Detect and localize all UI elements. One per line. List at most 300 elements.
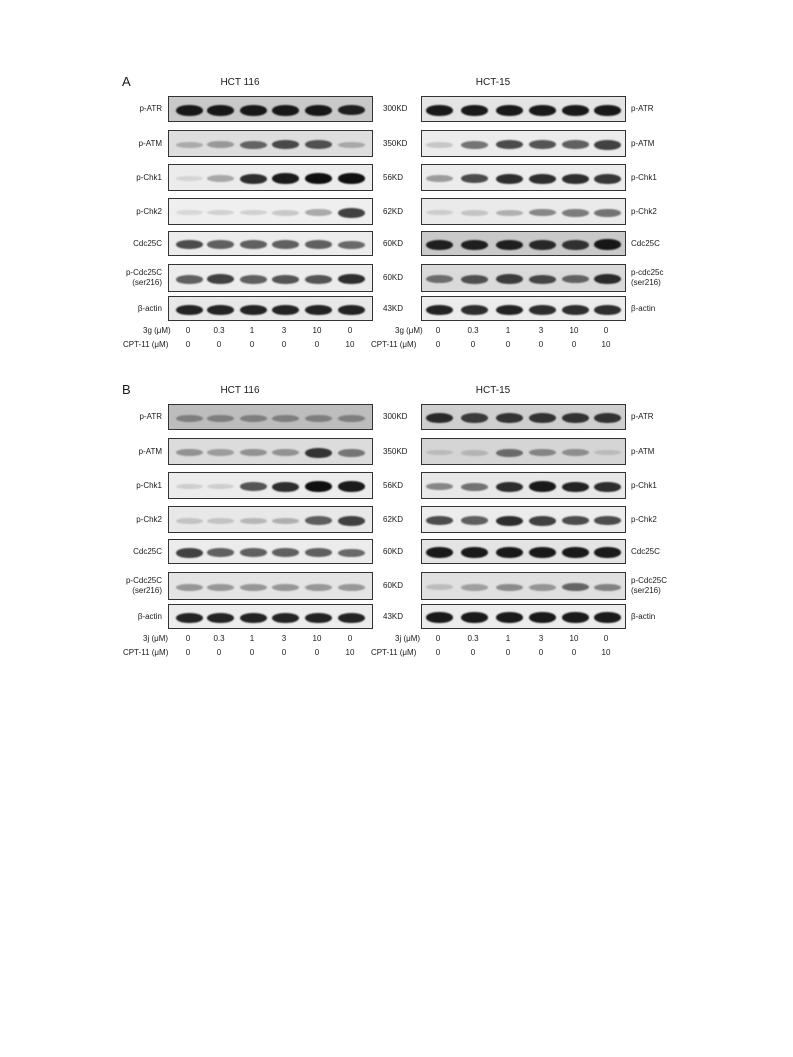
protein-band bbox=[496, 612, 523, 623]
protein-band bbox=[426, 275, 453, 283]
cpt11-value: 0 bbox=[505, 340, 511, 349]
protein-band bbox=[426, 305, 453, 315]
protein-band bbox=[426, 240, 453, 250]
protein-band bbox=[562, 449, 589, 456]
protein-band bbox=[207, 175, 234, 182]
cpt11-value: 0 bbox=[538, 340, 544, 349]
dose-value: 10 bbox=[569, 634, 579, 643]
blot-strip bbox=[168, 164, 373, 191]
protein-band bbox=[207, 449, 234, 456]
protein-band bbox=[338, 481, 365, 492]
blot-strip bbox=[168, 231, 373, 256]
protein-band bbox=[272, 140, 299, 149]
molecular-weight-marker: 56KD bbox=[383, 173, 404, 182]
cpt11-value: 0 bbox=[571, 648, 577, 657]
protein-band bbox=[272, 240, 299, 249]
protein-band bbox=[207, 484, 234, 489]
compound-dose-label: 3j (μM) bbox=[143, 634, 169, 643]
protein-band bbox=[594, 516, 621, 525]
protein-band bbox=[272, 305, 299, 315]
molecular-weight-marker: 62KD bbox=[383, 515, 404, 524]
protein-label: Cdc25C bbox=[133, 239, 162, 248]
protein-label: p-Chk1 bbox=[631, 173, 657, 182]
protein-band bbox=[240, 449, 267, 456]
protein-band bbox=[594, 174, 621, 184]
protein-band bbox=[426, 413, 453, 423]
molecular-weight-marker: 60KD bbox=[383, 547, 404, 556]
protein-band bbox=[594, 239, 621, 250]
protein-label: p-ATR bbox=[631, 412, 654, 421]
cpt11-value: 0 bbox=[185, 340, 191, 349]
cell-line-title: HCT-15 bbox=[475, 385, 511, 396]
protein-band bbox=[461, 483, 488, 491]
protein-label: p-Chk1 bbox=[136, 481, 162, 490]
blot-strip bbox=[168, 572, 373, 600]
panel-letter: B bbox=[122, 382, 131, 397]
protein-band bbox=[426, 142, 453, 148]
cpt11-value: 0 bbox=[281, 340, 287, 349]
protein-band bbox=[176, 210, 203, 215]
protein-band bbox=[461, 105, 488, 116]
protein-band bbox=[305, 209, 332, 216]
protein-label: p-Chk2 bbox=[136, 515, 162, 524]
protein-band bbox=[594, 450, 621, 455]
protein-band bbox=[338, 584, 365, 591]
protein-band bbox=[207, 518, 234, 524]
protein-band bbox=[529, 275, 556, 284]
cpt11-value: 0 bbox=[216, 340, 222, 349]
compound-dose-label: 3g (μM) bbox=[395, 326, 423, 335]
protein-band bbox=[240, 174, 267, 184]
blot-strip bbox=[421, 506, 626, 533]
molecular-weight-marker: 350KD bbox=[383, 447, 408, 456]
protein-band bbox=[496, 449, 523, 457]
protein-band bbox=[272, 482, 299, 492]
protein-band bbox=[207, 548, 234, 557]
protein-band bbox=[594, 209, 621, 217]
protein-band bbox=[338, 305, 365, 315]
protein-band bbox=[529, 481, 556, 492]
protein-label: β-actin bbox=[631, 612, 656, 621]
protein-band bbox=[461, 174, 488, 183]
protein-band bbox=[176, 305, 203, 315]
dose-value: 0 bbox=[435, 326, 441, 335]
protein-band bbox=[594, 584, 621, 591]
protein-band bbox=[305, 448, 332, 458]
protein-label: p-Cdc25C (ser216) bbox=[125, 576, 162, 595]
protein-band bbox=[176, 415, 203, 422]
protein-band bbox=[338, 274, 365, 284]
protein-band bbox=[461, 275, 488, 284]
protein-band bbox=[461, 240, 488, 250]
protein-band bbox=[338, 173, 365, 184]
protein-band bbox=[338, 549, 365, 557]
molecular-weight-marker: 300KD bbox=[383, 104, 408, 113]
dose-value: 10 bbox=[312, 326, 322, 335]
protein-band bbox=[461, 612, 488, 623]
protein-band bbox=[207, 105, 234, 116]
blot-strip bbox=[168, 472, 373, 499]
protein-band bbox=[305, 516, 332, 525]
dose-value: 0 bbox=[185, 634, 191, 643]
protein-band bbox=[305, 481, 332, 492]
protein-band bbox=[176, 548, 203, 558]
cpt11-value: 0 bbox=[571, 340, 577, 349]
protein-band bbox=[562, 174, 589, 184]
cpt11-label: CPT-11 (μM) bbox=[123, 340, 169, 349]
cpt11-value: 0 bbox=[281, 648, 287, 657]
cpt11-label: CPT-11 (μM) bbox=[123, 648, 169, 657]
protein-band bbox=[305, 173, 332, 184]
protein-band bbox=[305, 240, 332, 249]
protein-band bbox=[207, 240, 234, 249]
protein-band bbox=[240, 518, 267, 524]
dose-value: 1 bbox=[249, 634, 255, 643]
protein-label: p-ATM bbox=[138, 139, 162, 148]
protein-band bbox=[529, 584, 556, 591]
blot-strip bbox=[168, 296, 373, 321]
molecular-weight-marker: 56KD bbox=[383, 481, 404, 490]
protein-band bbox=[529, 240, 556, 250]
blot-strip bbox=[421, 296, 626, 321]
cpt11-value: 10 bbox=[601, 340, 611, 349]
protein-band bbox=[240, 240, 267, 249]
protein-band bbox=[496, 140, 523, 149]
dose-value: 0.3 bbox=[213, 634, 225, 643]
cpt11-value: 0 bbox=[470, 648, 476, 657]
protein-band bbox=[426, 175, 453, 182]
molecular-weight-marker: 60KD bbox=[383, 239, 404, 248]
protein-band bbox=[272, 275, 299, 284]
cpt11-value: 0 bbox=[435, 648, 441, 657]
protein-band bbox=[176, 449, 203, 456]
protein-band bbox=[176, 584, 203, 591]
dose-value: 3 bbox=[538, 326, 544, 335]
dose-value: 0 bbox=[185, 326, 191, 335]
panel-letter: A bbox=[122, 74, 131, 89]
protein-label: p-Chk2 bbox=[631, 207, 657, 216]
blot-strip bbox=[421, 164, 626, 191]
protein-band bbox=[562, 240, 589, 250]
blot-strip bbox=[168, 130, 373, 157]
protein-band bbox=[496, 584, 523, 591]
protein-band bbox=[496, 274, 523, 284]
protein-band bbox=[562, 305, 589, 315]
protein-band bbox=[240, 105, 267, 116]
protein-band bbox=[176, 518, 203, 524]
blot-strip bbox=[421, 604, 626, 629]
protein-band bbox=[562, 583, 589, 591]
protein-band bbox=[207, 210, 234, 215]
protein-band bbox=[426, 612, 453, 623]
protein-band bbox=[338, 142, 365, 148]
protein-label: p-cdc25c (ser216) bbox=[631, 268, 664, 287]
blot-strip bbox=[421, 438, 626, 465]
dose-value: 10 bbox=[312, 634, 322, 643]
cpt11-value: 0 bbox=[249, 648, 255, 657]
protein-band bbox=[305, 548, 332, 557]
blot-strip bbox=[168, 506, 373, 533]
protein-band bbox=[305, 415, 332, 422]
protein-band bbox=[272, 105, 299, 116]
cpt11-value: 10 bbox=[345, 648, 355, 657]
protein-label: p-Cdc25C (ser216) bbox=[125, 268, 162, 287]
protein-band bbox=[594, 274, 621, 284]
blot-strip bbox=[421, 404, 626, 430]
molecular-weight-marker: 43KD bbox=[383, 304, 404, 313]
cpt11-value: 0 bbox=[470, 340, 476, 349]
cell-line-title: HCT 116 bbox=[220, 77, 260, 88]
protein-band bbox=[207, 305, 234, 315]
protein-band bbox=[272, 584, 299, 591]
protein-label: p-ATR bbox=[631, 104, 654, 113]
protein-label: Cdc25C bbox=[631, 239, 660, 248]
protein-band bbox=[426, 516, 453, 525]
blot-strip bbox=[421, 231, 626, 256]
protein-band bbox=[240, 210, 267, 215]
protein-band bbox=[272, 613, 299, 623]
blot-strip bbox=[421, 130, 626, 157]
protein-label: β-actin bbox=[631, 304, 656, 313]
protein-band bbox=[426, 584, 453, 590]
dose-value: 0 bbox=[603, 326, 609, 335]
cpt11-label: CPT-11 (μM) bbox=[371, 340, 417, 349]
protein-band bbox=[176, 240, 203, 249]
protein-band bbox=[176, 613, 203, 623]
protein-band bbox=[272, 415, 299, 422]
protein-label: p-Chk2 bbox=[136, 207, 162, 216]
dose-value: 0 bbox=[347, 326, 353, 335]
molecular-weight-marker: 350KD bbox=[383, 139, 408, 148]
protein-band bbox=[594, 140, 621, 150]
protein-band bbox=[207, 141, 234, 148]
dose-value: 0.3 bbox=[467, 326, 479, 335]
blot-strip bbox=[421, 96, 626, 122]
dose-value: 3 bbox=[538, 634, 544, 643]
compound-dose-label: 3j (μM) bbox=[395, 634, 421, 643]
blot-strip bbox=[421, 472, 626, 499]
cpt11-value: 0 bbox=[249, 340, 255, 349]
protein-label: Cdc25C bbox=[133, 547, 162, 556]
molecular-weight-marker: 300KD bbox=[383, 412, 408, 421]
protein-band bbox=[207, 584, 234, 591]
protein-band bbox=[529, 105, 556, 116]
protein-label: β-actin bbox=[137, 612, 162, 621]
protein-band bbox=[562, 612, 589, 623]
dose-value: 1 bbox=[505, 326, 511, 335]
protein-band bbox=[272, 210, 299, 216]
protein-band bbox=[338, 415, 365, 422]
compound-dose-label: 3g (μM) bbox=[143, 326, 171, 335]
dose-value: 0 bbox=[347, 634, 353, 643]
protein-band bbox=[594, 482, 621, 492]
protein-band bbox=[272, 548, 299, 557]
protein-band bbox=[240, 415, 267, 422]
protein-band bbox=[176, 105, 203, 116]
protein-label: p-ATM bbox=[631, 139, 655, 148]
protein-band bbox=[562, 516, 589, 525]
blot-strip bbox=[168, 198, 373, 225]
protein-band bbox=[529, 209, 556, 216]
protein-band bbox=[176, 176, 203, 181]
blot-strip bbox=[421, 264, 626, 292]
protein-band bbox=[272, 173, 299, 184]
protein-label: Cdc25C bbox=[631, 547, 660, 556]
protein-label: p-ATM bbox=[631, 447, 655, 456]
molecular-weight-marker: 43KD bbox=[383, 612, 404, 621]
protein-band bbox=[461, 584, 488, 591]
protein-band bbox=[426, 450, 453, 455]
dose-value: 0 bbox=[603, 634, 609, 643]
protein-band bbox=[529, 516, 556, 526]
protein-band bbox=[426, 483, 453, 490]
protein-band bbox=[529, 449, 556, 456]
protein-band bbox=[496, 482, 523, 492]
cpt11-value: 0 bbox=[314, 340, 320, 349]
dose-value: 3 bbox=[281, 326, 287, 335]
dose-value: 0.3 bbox=[213, 326, 225, 335]
protein-band bbox=[496, 210, 523, 216]
protein-band bbox=[461, 210, 488, 216]
protein-band bbox=[305, 613, 332, 623]
cpt11-label: CPT-11 (μM) bbox=[371, 648, 417, 657]
protein-band bbox=[594, 305, 621, 315]
blot-strip bbox=[168, 96, 373, 122]
protein-band bbox=[240, 613, 267, 623]
protein-band bbox=[176, 484, 203, 489]
protein-band bbox=[562, 413, 589, 423]
protein-label: p-ATR bbox=[139, 104, 162, 113]
protein-band bbox=[305, 584, 332, 591]
blot-strip bbox=[421, 539, 626, 564]
dose-value: 1 bbox=[505, 634, 511, 643]
protein-band bbox=[305, 140, 332, 149]
protein-band bbox=[272, 518, 299, 524]
protein-band bbox=[496, 305, 523, 315]
cell-line-title: HCT 116 bbox=[220, 385, 260, 396]
dose-value: 0.3 bbox=[467, 634, 479, 643]
blot-strip bbox=[168, 604, 373, 629]
protein-band bbox=[496, 105, 523, 116]
protein-band bbox=[338, 449, 365, 457]
protein-band bbox=[529, 174, 556, 184]
protein-label: p-ATR bbox=[139, 412, 162, 421]
protein-band bbox=[338, 241, 365, 249]
protein-band bbox=[305, 105, 332, 116]
protein-band bbox=[207, 415, 234, 422]
protein-label: p-Chk1 bbox=[631, 481, 657, 490]
protein-band bbox=[338, 105, 365, 115]
dose-value: 1 bbox=[249, 326, 255, 335]
molecular-weight-marker: 62KD bbox=[383, 207, 404, 216]
protein-band bbox=[240, 482, 267, 491]
protein-label: p-Chk2 bbox=[631, 515, 657, 524]
protein-band bbox=[240, 305, 267, 315]
protein-band bbox=[529, 305, 556, 315]
protein-label: p-Cdc25C (ser216) bbox=[631, 576, 668, 595]
blot-strip bbox=[421, 572, 626, 600]
dose-value: 10 bbox=[569, 326, 579, 335]
protein-band bbox=[338, 208, 365, 218]
protein-band bbox=[529, 413, 556, 423]
cpt11-value: 0 bbox=[216, 648, 222, 657]
protein-band bbox=[529, 547, 556, 558]
cpt11-value: 0 bbox=[505, 648, 511, 657]
protein-band bbox=[426, 210, 453, 215]
protein-label: β-actin bbox=[137, 304, 162, 313]
dose-value: 0 bbox=[435, 634, 441, 643]
cpt11-value: 0 bbox=[314, 648, 320, 657]
protein-band bbox=[461, 413, 488, 423]
blot-strip bbox=[168, 438, 373, 465]
blot-strip bbox=[168, 539, 373, 564]
protein-band bbox=[272, 449, 299, 456]
protein-band bbox=[562, 482, 589, 492]
protein-label: p-ATM bbox=[138, 447, 162, 456]
protein-band bbox=[562, 547, 589, 558]
protein-band bbox=[461, 141, 488, 149]
dose-value: 3 bbox=[281, 634, 287, 643]
protein-band bbox=[338, 613, 365, 623]
protein-band bbox=[338, 516, 365, 526]
cpt11-value: 10 bbox=[345, 340, 355, 349]
protein-band bbox=[529, 612, 556, 623]
protein-band bbox=[496, 174, 523, 184]
protein-band bbox=[562, 275, 589, 283]
protein-band bbox=[594, 612, 621, 623]
protein-band bbox=[240, 584, 267, 591]
protein-band bbox=[461, 305, 488, 315]
protein-band bbox=[461, 547, 488, 558]
protein-band bbox=[305, 275, 332, 284]
protein-label: p-Chk1 bbox=[136, 173, 162, 182]
protein-band bbox=[562, 105, 589, 116]
protein-band bbox=[426, 105, 453, 116]
protein-band bbox=[240, 548, 267, 557]
molecular-weight-marker: 60KD bbox=[383, 581, 404, 590]
protein-band bbox=[562, 209, 589, 217]
protein-band bbox=[305, 305, 332, 315]
protein-band bbox=[426, 547, 453, 558]
protein-band bbox=[496, 413, 523, 423]
protein-band bbox=[207, 274, 234, 284]
protein-band bbox=[496, 516, 523, 526]
cpt11-value: 0 bbox=[538, 648, 544, 657]
protein-band bbox=[594, 413, 621, 423]
cpt11-value: 0 bbox=[435, 340, 441, 349]
protein-band bbox=[496, 547, 523, 558]
protein-band bbox=[176, 275, 203, 284]
molecular-weight-marker: 60KD bbox=[383, 273, 404, 282]
blot-strip bbox=[168, 404, 373, 430]
blot-strip bbox=[168, 264, 373, 292]
protein-band bbox=[594, 547, 621, 558]
protein-band bbox=[207, 613, 234, 623]
protein-band bbox=[240, 141, 267, 149]
protein-band bbox=[594, 105, 621, 116]
protein-band bbox=[562, 140, 589, 149]
protein-band bbox=[461, 450, 488, 456]
protein-band bbox=[461, 516, 488, 525]
blot-strip bbox=[421, 198, 626, 225]
protein-band bbox=[496, 240, 523, 250]
cell-line-title: HCT-15 bbox=[475, 77, 511, 88]
protein-band bbox=[240, 275, 267, 284]
cpt11-value: 10 bbox=[601, 648, 611, 657]
protein-band bbox=[529, 140, 556, 149]
cpt11-value: 0 bbox=[185, 648, 191, 657]
protein-band bbox=[176, 142, 203, 148]
